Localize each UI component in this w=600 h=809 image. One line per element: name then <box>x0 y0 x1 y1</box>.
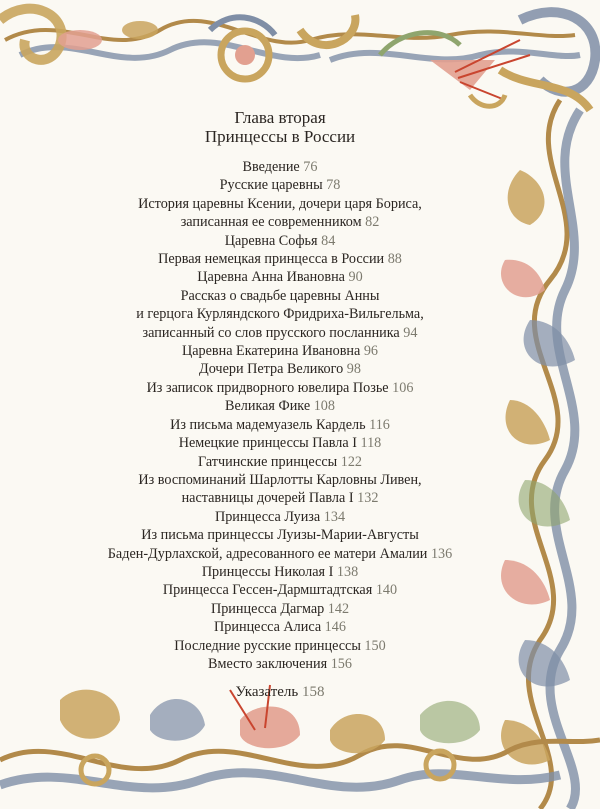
toc-page-number: 116 <box>369 416 390 433</box>
toc-entry-line[interactable] <box>55 655 505 673</box>
toc-entry-label: записанная ее современником <box>180 214 362 231</box>
toc-entry-line[interactable] <box>55 600 505 618</box>
toc-entry-line[interactable] <box>55 508 505 526</box>
toc-entry-label: Указатель <box>235 684 299 701</box>
toc-entry-line[interactable] <box>55 342 505 360</box>
toc-page-number: 136 <box>430 545 453 562</box>
toc-entry-label: Принцесса Алиса <box>214 619 322 636</box>
toc-entry-line[interactable] <box>55 526 505 544</box>
toc-entry-line[interactable] <box>55 250 505 268</box>
toc-page-number: 96 <box>363 343 379 360</box>
toc-entry-line[interactable] <box>55 195 505 213</box>
toc-entry-label: записанный со слов прусского посланника <box>142 324 400 341</box>
toc-page-number: 94 <box>403 324 418 341</box>
toc-entry-label: Из письма принцессы Луизы-Марии-Августы <box>141 527 419 544</box>
toc-entry-line[interactable] <box>55 416 505 434</box>
toc-page-number: 118 <box>360 435 382 452</box>
toc-entry-line[interactable] <box>55 324 505 342</box>
toc-entry-line[interactable] <box>55 489 505 507</box>
toc-entry-line[interactable] <box>55 379 505 397</box>
toc-entry-line[interactable] <box>55 213 505 231</box>
toc-entry-label: Принцесса Луиза <box>214 508 321 525</box>
toc-entry-label: Из письма мадемуазель Кардель <box>170 416 366 433</box>
toc-entry-line[interactable] <box>55 545 505 563</box>
toc-entries <box>55 158 505 673</box>
toc-page-number: 146 <box>324 619 346 636</box>
toc-page-number: 90 <box>348 269 363 286</box>
toc-page-number: 98 <box>346 361 361 378</box>
toc-page-number: 78 <box>326 177 341 194</box>
table-of-contents <box>55 108 505 701</box>
toc-entry-label: Из записок придворного ювелира Позье <box>146 379 389 396</box>
toc-entry-line[interactable] <box>55 397 505 415</box>
toc-entry-line[interactable] <box>55 305 505 323</box>
toc-entry-label: Царевна Анна Ивановна <box>197 269 345 286</box>
toc-entry-label: Последние русские принцессы <box>174 637 361 654</box>
chapter-number: Глава вторая <box>234 108 326 127</box>
toc-entry-label: Дочери Петра Великого <box>199 361 344 378</box>
toc-entry-label: Принцесса Дагмар <box>210 600 325 617</box>
toc-entry-line[interactable] <box>55 360 505 378</box>
toc-entry-label: Введение <box>242 159 300 175</box>
toc-entry-line[interactable] <box>55 287 505 305</box>
toc-entry-line[interactable] <box>55 158 505 176</box>
chapter-title: Принцессы в России <box>204 127 356 146</box>
toc-page-number: 158 <box>302 684 325 701</box>
toc-entry-label: Царевна Софья <box>224 232 318 249</box>
toc-entry-label: Первая немецкая принцесса в России <box>158 251 385 268</box>
toc-page-number: 142 <box>327 600 350 617</box>
toc-entry-label: Немецкие принцессы Павла I <box>178 435 357 452</box>
toc-page-number: 106 <box>392 379 414 396</box>
toc-entry-label: Рассказ о свадьбе царевны Анны <box>180 287 380 304</box>
toc-page-number: 88 <box>387 251 402 268</box>
toc-entry-label: Из воспоминаний Шарлотты Карловны Ливен, <box>138 471 422 488</box>
toc-page-number: 156 <box>330 655 352 672</box>
toc-entry-label: Вместо заключения <box>208 655 328 672</box>
toc-entry-line[interactable] <box>55 563 505 581</box>
toc-entry-line[interactable] <box>55 471 505 489</box>
toc-entry-label: и герцога Курляндского Фридриха-Вильгельма, <box>136 306 424 323</box>
toc-entry-label: Царевна Екатерина Ивановна <box>181 343 361 360</box>
toc-entry-line[interactable] <box>55 434 505 452</box>
toc-page-number: 150 <box>364 637 386 654</box>
toc-entry-line[interactable] <box>55 453 505 471</box>
toc-page-number: 140 <box>375 582 398 599</box>
toc-entry-label: Русские царевны <box>219 177 323 194</box>
toc-page-number: 84 <box>321 232 336 249</box>
toc-page-number: 138 <box>336 563 359 580</box>
toc-entry-line[interactable] <box>55 268 505 286</box>
toc-entry-label: наставницы дочерей Павла I <box>181 490 354 507</box>
toc-page-number: 122 <box>340 453 362 470</box>
toc-index-entry[interactable] <box>55 683 505 701</box>
toc-entry-label: Принцесса Гессен-Дармштадтская <box>162 582 373 599</box>
toc-page-number: 132 <box>357 490 379 507</box>
toc-page-number: 82 <box>365 214 380 231</box>
toc-entry-label: Гатчинские принцессы <box>198 453 338 470</box>
toc-page-number: 108 <box>313 398 335 415</box>
toc-entry-label: Баден-Дурлахской, адресованного ее матери Амалии <box>107 545 428 562</box>
toc-entry-line[interactable] <box>55 637 505 655</box>
toc-entry-line[interactable] <box>55 176 505 194</box>
toc-page-number: 134 <box>323 508 346 525</box>
toc-entry-line[interactable] <box>55 618 505 636</box>
toc-page-number: 76 <box>303 159 318 175</box>
toc-entry-line[interactable] <box>55 232 505 250</box>
toc-entry-label: Принцессы Николая I <box>201 563 334 580</box>
toc-entry-label: История царевны Ксении, дочери царя Бориса, <box>138 195 422 212</box>
toc-entry-line[interactable] <box>55 581 505 599</box>
toc-entry-label: Великая Фике <box>225 398 311 415</box>
